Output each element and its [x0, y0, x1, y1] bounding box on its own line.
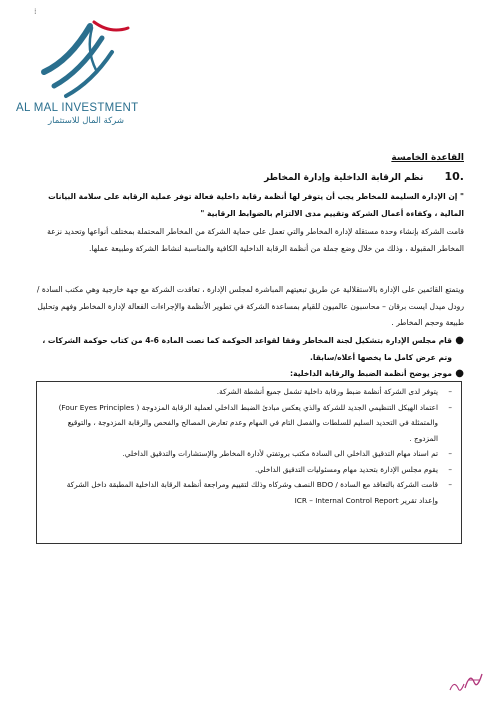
dash-icon: – — [448, 449, 452, 458]
controls-item: – تم اسناد مهام التدقيق الداخلي الى السادة مكتب بروتفتي لأدارة المخاطر والإستشارات والتدقيق الداخلي. — [52, 446, 452, 462]
controls-list — [52, 384, 452, 508]
initials-mark — [448, 676, 466, 696]
controls-item: – اعتماد الهيكل التنظيمي الجديد للشركة والذي يعكس مبادئ الضبط الداخلي لعملية الرقابة المزدوجة ( Four Eyes Principles) والمتمثلة في التحديد السليم للسلطات والفصل التام في المهام وعدم تعارض المصالح والفحص والرقابة المزدوجة ، والتوقيع المزدوج . — [52, 400, 452, 447]
dash-icon: – — [448, 480, 452, 489]
logo-mark-icon — [36, 12, 136, 100]
section-title: نظم الرقابة الداخلية وإدارة المخاطر — [264, 173, 424, 183]
controls-item: – يقوم مجلس الإدارة بتحديد مهام ومسئوليات التدقيق الداخلي. — [52, 462, 452, 478]
controls-item: – قامت الشركة بالتعاقد مع السادة / BDO النصف وشركاه وذلك لتقييم ومراجعة أنظمة الرقابة الداخلية المطبقة داخل الشركة وإعداد تقرير ICR – Internal Control Report — [52, 477, 452, 508]
dash-icon: – — [448, 464, 452, 474]
bullet-item: ● موجز يوضح أنظمة الضبط والرقابة الداخلية: — [36, 366, 464, 383]
rule-label: القاعدة الخامسة — [391, 153, 464, 163]
section-heading — [36, 170, 464, 183]
bullet-item: ● قام مجلس الإدارة بتشكيل لجنة المخاطر وفقا لقواعد الحوكمة كما نصت المادة 6-4 من كتاب حوكمة الشركات ، وتم عرض كامل ما يخصها أعلاه/سابقا. — [42, 335, 464, 362]
company-logo — [16, 12, 156, 130]
bullet-dot-icon: ● — [455, 368, 464, 379]
bullet-list — [36, 333, 464, 383]
quote-paragraph: " إن الإدارة السليمة للمخاطر يجب أن يتوفر لها أنظمة رقابة داخلية فعالة توفر عملية الرقابة على سلامة البيانات المالية ، وكفاءة أعمال الشركة وتقييم مدى الالتزام بالضوابط الرقابية " — [48, 192, 464, 218]
corner-mark: ⁞ — [34, 7, 37, 16]
controls-item: – يتوفر لدى الشركة أنظمة ضبط ورقابة داخلية تشمل جميع أنشطة الشركة. — [52, 384, 452, 400]
logo-name-en: AL MAL INVESTMENT — [16, 102, 139, 114]
dash-icon: – — [448, 402, 452, 412]
dash-icon: – — [448, 387, 452, 396]
paragraph-2: ويتمتع القائمين على الإدارة بالاستقلالية عن طريق تبعيتهم المباشرة لمجلس الإدارة ، تعاقدت الشركة مع جهة خارجية وهي مكتب السادة / رودل ميدل ايست برقان – محاسبون عالميون للقيام بمساعدة الشركة في تطوير الأنظمة والإجراءات الفعالة لإدارة المخاطر وفهم وتحليل طبيعة وحجم المخاطر . — [36, 285, 464, 327]
section-number: 10. — [444, 170, 464, 183]
paragraph-1: قامت الشركة بإنشاء وحدة مستقلة لإدارة المخاطر والتي تعمل على حماية الشركة من المخاطر المحتملة بمختلف أنواعها وتحديد نزعة المخاطر المقبولة ، وذلك من خلال وضع جملة من أنظمة الرقابة الداخلية الكافية والمناسبة لنشاط الشركة وطبيعة عملها. — [47, 227, 464, 253]
logo-name-ar: شركة المال للاستثمار — [48, 116, 124, 126]
bullet-dot-icon: ● — [455, 335, 464, 346]
